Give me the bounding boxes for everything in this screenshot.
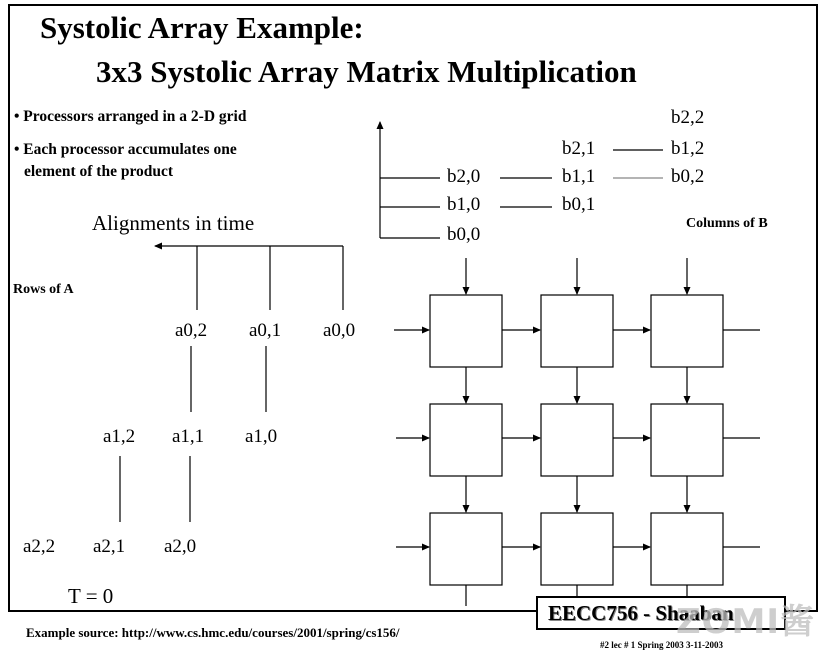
processor-cell	[541, 513, 613, 585]
bullet-1: • Processors arranged in a 2-D grid	[14, 108, 247, 125]
alignments-label: Alignments in time	[92, 211, 255, 235]
time-label: T = 0	[68, 584, 114, 608]
a-element-0-1: a0,1	[249, 320, 282, 341]
processor-cell	[541, 295, 613, 367]
a-element-2-1: a2,1	[93, 536, 126, 557]
a-element-0-0: a0,0	[323, 320, 356, 341]
a-element-2-2: a2,2	[23, 536, 56, 557]
b-element-2-2: b2,2	[671, 107, 705, 128]
a-element-2-0: a2,0	[164, 536, 197, 557]
a-element-1-2: a1,2	[103, 426, 136, 447]
lecture-info: #2 lec # 1 Spring 2003 3-11-2003	[600, 640, 723, 650]
processor-cell	[541, 404, 613, 476]
b-element-1-1: b1,1	[562, 166, 596, 187]
course-badge: EECC756 - Shaaban	[536, 596, 786, 630]
bullet-2-continued: element of the product	[24, 163, 174, 180]
a-element-1-1: a1,1	[172, 426, 205, 447]
processor-cell	[430, 295, 502, 367]
processor-cell	[430, 404, 502, 476]
example-source: Example source: http://www.cs.hmc.edu/courses/2001/spring/cs156/	[26, 625, 400, 640]
b-element-0-2: b0,2	[671, 166, 705, 187]
slide-subtitle: 3x3 Systolic Array Matrix Multiplication	[96, 54, 637, 89]
watermark: ZOMI酱	[676, 602, 816, 642]
b-element-2-0: b2,0	[447, 166, 481, 187]
processor-cell	[651, 404, 723, 476]
processor-cell	[430, 513, 502, 585]
processor-cell	[651, 295, 723, 367]
b-element-0-0: b0,0	[447, 224, 481, 245]
b-element-2-1: b2,1	[562, 138, 596, 159]
a-element-1-0: a1,0	[245, 426, 278, 447]
b-element-0-1: b0,1	[562, 194, 596, 215]
b-element-1-2: b1,2	[671, 138, 705, 159]
rows-of-a-label: Rows of A	[13, 282, 74, 297]
a-element-0-2: a0,2	[175, 320, 208, 341]
b-element-1-0: b1,0	[447, 194, 481, 215]
processor-cell	[651, 513, 723, 585]
slide-title: Systolic Array Example:	[40, 10, 364, 45]
columns-of-b-label: Columns of B	[686, 216, 768, 231]
bullet-2: • Each processor accumulates one	[14, 141, 237, 158]
